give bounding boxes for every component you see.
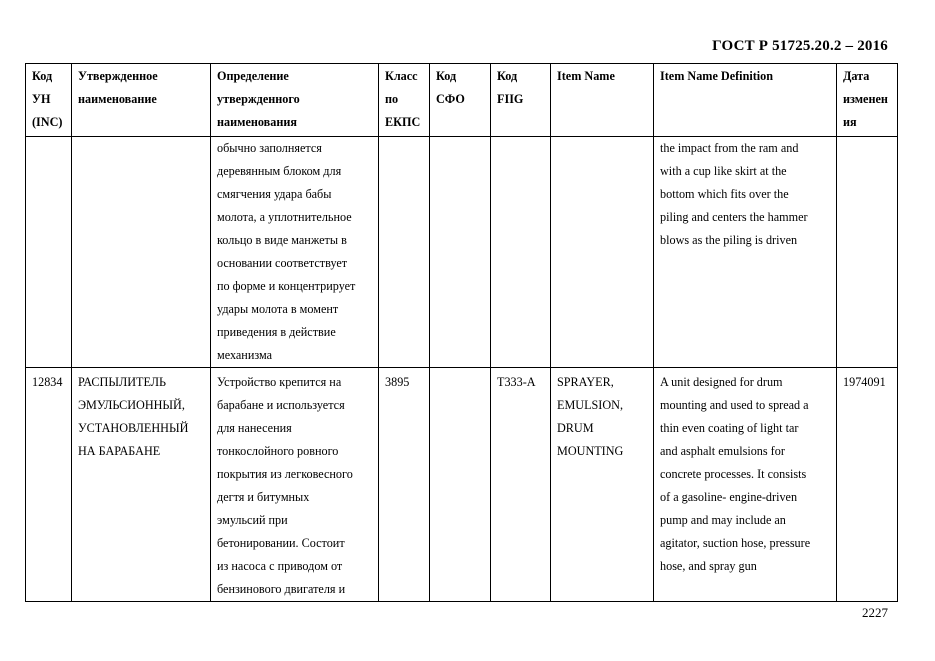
cell-definition-en: the impact from the ram and with a cup like skirt at the bottom which fits over the piling and centers the hammer blows as the piling is driven [654,137,837,368]
cell-change-date: 1974091 [837,368,898,602]
header-sfo-code: Код СФО [430,64,491,137]
cell-fiig-code [491,137,551,368]
cell-sfo-code [430,368,491,602]
cell-class-ekps [379,137,430,368]
cell-sfo-code [430,137,491,368]
header-class-ekps: Класс по ЕКПС [379,64,430,137]
cell-definition-en: A unit designed for drum mounting and used to spread a thin even coating of light tar and asphalt emulsions for concrete processes. It consists of a gasoline- engine-driven pump and may include an agitator, suction hose, pressure hose, and spray gun [654,368,837,602]
table-row-continuation [26,137,898,368]
cell-approved-name: РАСПЫЛИТЕЛЬ ЭМУЛЬСИОННЫЙ, УСТАНОВЛЕННЫЙ НА БАРАБАНЕ [72,368,211,602]
header-change-date: Дата изменен ия [837,64,898,137]
table-header-row [26,64,898,137]
header-definition-ru: Определение утвержденного наименования [211,64,379,137]
cell-fiig-code: T333-A [491,368,551,602]
cell-definition-ru: Устройство крепится на барабане и используется для нанесения тонкослойного ровного покрытия из легковесного дегтя и битумных эмульсий при бетонировании. Состоит из насоса с приводом от бензинового двигателя и [211,368,379,602]
cell-item-name [551,137,654,368]
cell-inc-code [26,137,72,368]
table-row [26,368,898,602]
header-approved-name: Утвержденное наименование [72,64,211,137]
header-inc-code: Код УН (INC) [26,64,72,137]
nomenclature-table [25,63,898,602]
page-number: 2227 [862,605,888,620]
header-item-name-definition: Item Name Definition [654,64,837,137]
cell-definition-ru: обычно заполняется деревянным блоком для смягчения удара бабы молота, а уплотнительное кольцо в виде манжеты в основании соответствует по форме и концентрирует удары молота в момент приведения в действие механизма [211,137,379,368]
header-item-name: Item Name [551,64,654,137]
header-fiig-code: Код FIIG [491,64,551,137]
cell-approved-name [72,137,211,368]
cell-change-date [837,137,898,368]
cell-item-name: SPRAYER, EMULSION, DRUM MOUNTING [551,368,654,602]
document-standard-title: ГОСТ Р 51725.20.2 – 2016 [712,38,888,54]
cell-class-ekps: 3895 [379,368,430,602]
cell-inc-code: 12834 [26,368,72,602]
